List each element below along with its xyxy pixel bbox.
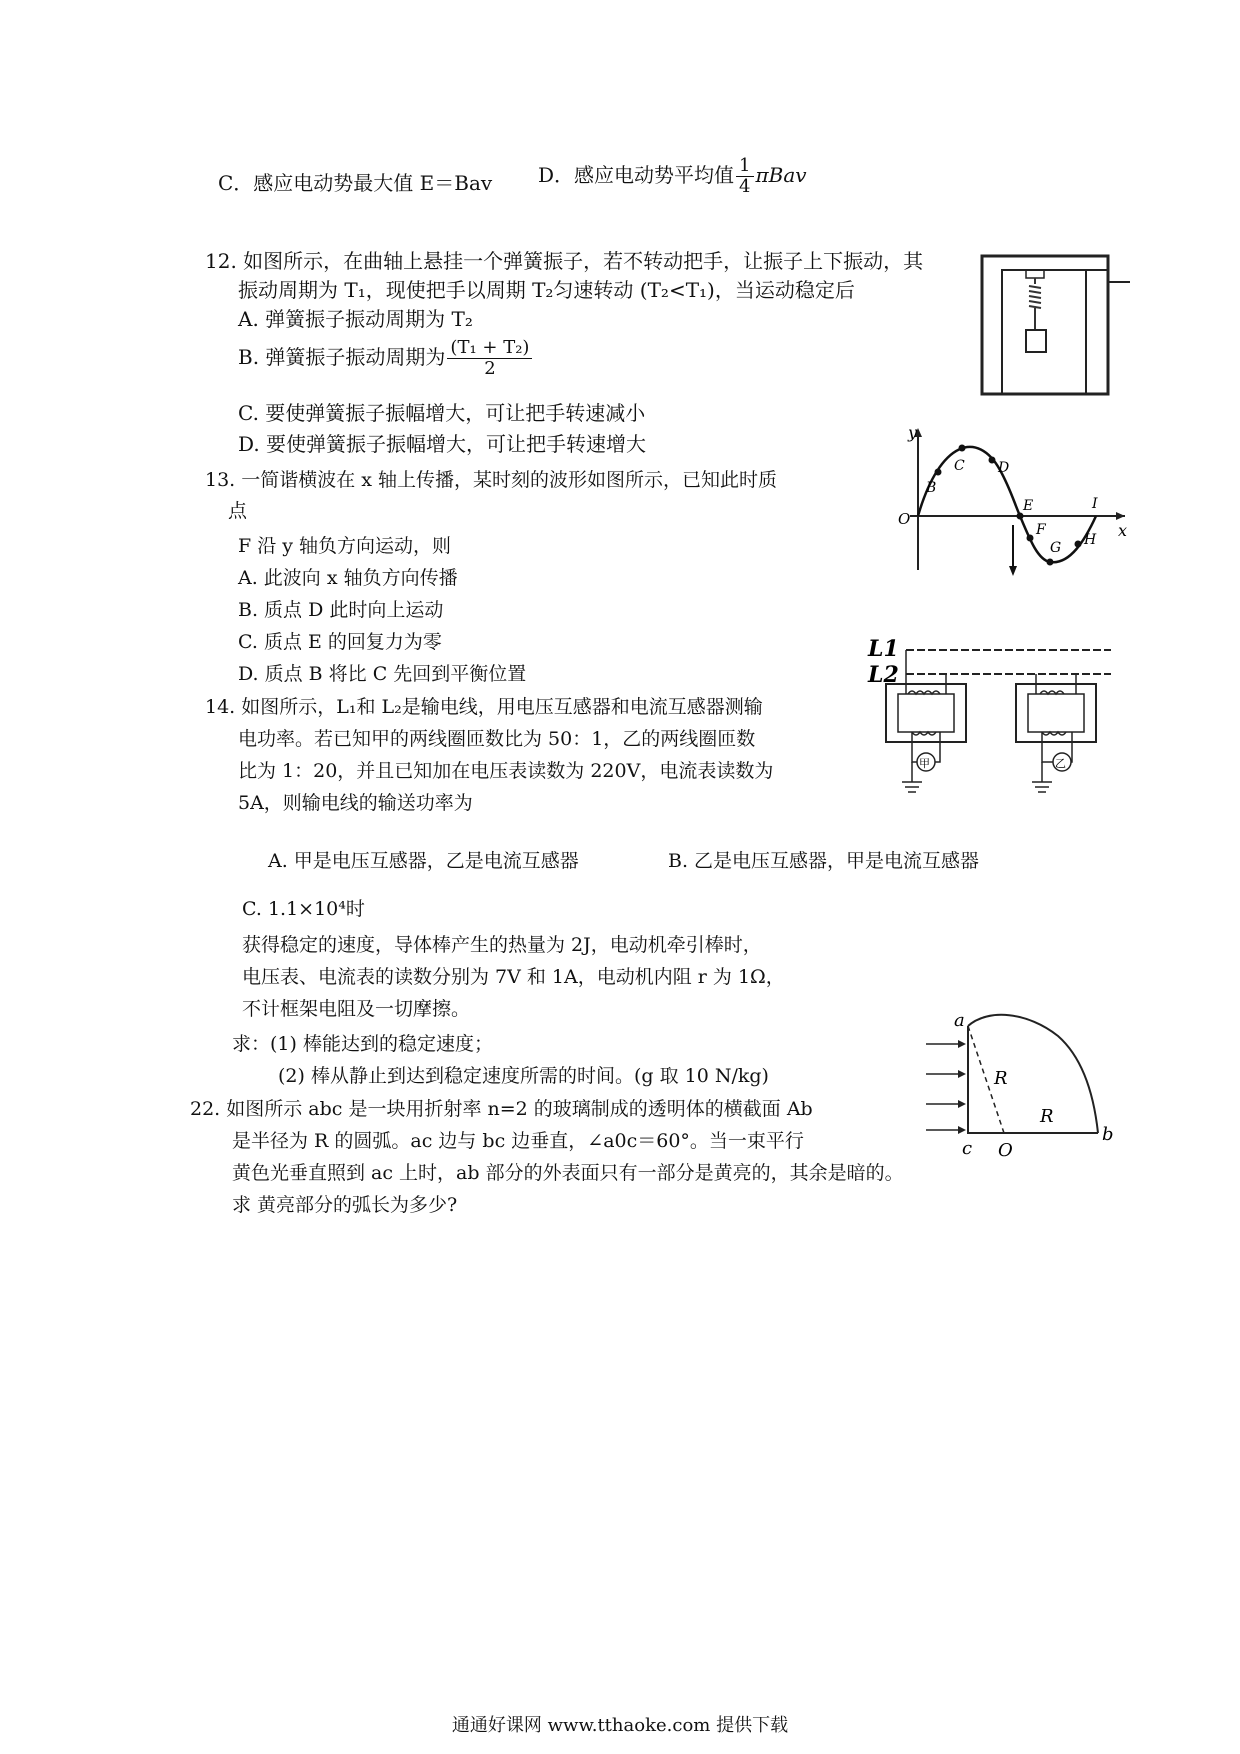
q13-label-g: G [1050, 540, 1062, 556]
q11-fraction-num: 1 [736, 156, 753, 177]
q11-fraction [736, 156, 753, 197]
q13-x-arrow [1116, 512, 1125, 520]
q14-core-yi-inner [1028, 694, 1084, 732]
q14-stem-3: 比为 1：20，并且已知加在电压表读数为 220V，电流表读数为 [238, 760, 774, 782]
q22-label-a: a [954, 1010, 965, 1031]
q13-label-h: H [1084, 532, 1097, 548]
q12-option-b [238, 338, 534, 396]
q14-core-jia-inner [898, 694, 954, 732]
q12-frame [982, 256, 1108, 394]
q12-crank [1026, 270, 1044, 278]
q14-label-l1: L1 [868, 636, 899, 662]
q11-option-d-suffix: πBav [755, 163, 807, 187]
q13-label-x: x [1118, 521, 1128, 540]
q13-label-y: y [908, 423, 918, 442]
q12-option-d: D. 要使弹簧振子振幅增大，可让把手转速增大 [238, 432, 647, 456]
q13-label-c: C [954, 458, 965, 474]
q22-label-r1: R [994, 1068, 1008, 1089]
q13-label-o: O [898, 510, 911, 528]
q14-jia-ground-icon [902, 782, 922, 792]
q14-stem-1: 14. 如图所示，L₁和 L₂是输电线，用电压互感器和电流互感器测输 [205, 696, 763, 718]
q12-option-b-prefix: B. 弹簧振子振动周期为 [238, 345, 446, 369]
q22-sides-ac-cb [968, 1026, 1098, 1133]
q14-stem-4: 5A，则输电线的输送功率为 [238, 792, 473, 814]
q13-label-i: I [1092, 496, 1098, 512]
q13-wave-figure [880, 420, 1130, 580]
q22-stem-3: 黄色光垂直照到 ac 上时，ab 部分的外表面只有一部分是黄亮的，其余是暗的。 [232, 1162, 904, 1184]
q22-label-o: O [998, 1140, 1013, 1161]
q22-glass-figure [918, 1006, 1118, 1166]
q22-light-arrow-2 [958, 1070, 966, 1078]
q14-transformer-figure [866, 636, 1116, 806]
q22-light-arrow-4 [958, 1126, 966, 1134]
q13-point-d [989, 457, 996, 464]
q21-line-1: 获得稳定的速度，导体棒产生的热量为 2J，电动机牵引棒时， [242, 934, 762, 956]
q14-stem-2: 电功率。若已知甲的两线圈匝数比为 50：1，乙的两线圈匝数 [238, 728, 756, 750]
q13-stem-3: F 沿 y 轴负方向运动，则 [238, 535, 452, 557]
q21-line-3: 不计框架电阻及一切摩擦。 [242, 998, 471, 1020]
q13-label-f: F [1036, 522, 1046, 538]
q21-ask-1: 求：(1) 棒能达到的稳定速度； [232, 1033, 493, 1055]
q21-ask-2: (2) 棒从静止到达到稳定速度所需的时间。(g 取 10 N/kg) [278, 1065, 769, 1087]
q13-option-d: D. 质点 B 将比 C 先回到平衡位置 [238, 663, 527, 685]
q14-yi-ground-icon [1032, 782, 1052, 792]
q13-option-a: A. 此波向 x 轴负方向传播 [238, 567, 458, 589]
q11-option-d-prefix: D．感应电动势平均值 [538, 163, 735, 187]
q22-light-arrow-3 [958, 1100, 966, 1108]
q12-mass-block [1026, 330, 1046, 352]
q12-handle [1086, 270, 1130, 282]
q13-label-e: E [1023, 498, 1034, 514]
q21-line-2: 电压表、电流表的读数分别为 7V 和 1A，电动机内阻 r 为 1Ω， [242, 966, 785, 988]
q13-point-f [1027, 535, 1034, 542]
q14-label-l2: L2 [868, 662, 899, 688]
q13-point-c [959, 445, 966, 452]
q13-stem-2: 点 [228, 500, 248, 522]
q13-label-d: D [998, 460, 1010, 476]
q12-option-a: A. 弹簧振子振动周期为 T₂ [238, 307, 473, 331]
q12-stem-1: 12. 如图所示，在曲轴上悬挂一个弹簧振子，若不转动把手，让振子上下振动，其 [205, 249, 924, 273]
q14-meter-jia-label: 甲 [919, 757, 930, 770]
q11-option-d [538, 156, 807, 210]
q12-stem-2: 振动周期为 T₁，现使把手以周期 T₂匀速转动 (T₂<T₁)，当运动稳定后 [238, 278, 855, 302]
q13-velocity-arrowhead [1009, 566, 1017, 576]
q13-option-c: C. 质点 E 的回复力为零 [238, 631, 442, 653]
q14-option-b: B. 乙是电压互感器，甲是电流互感器 [668, 850, 980, 872]
q14-option-c: C. 1.1×10⁴时 [242, 898, 365, 920]
q12-fraction [447, 338, 532, 379]
q22-label-b: b [1102, 1124, 1114, 1145]
q12-spring [1029, 278, 1041, 330]
q13-point-b [935, 469, 942, 476]
q14-meter-yi-label: 乙 [1055, 757, 1066, 770]
q13-stem-1: 13. 一简谐横波在 x 轴上传播，某时刻的波形如图所示，已知此时质 [205, 469, 778, 491]
q22-stem-1: 22. 如图所示 abc 是一块用折射率 n=2 的玻璃制成的透明体的横截面 Ab [190, 1098, 813, 1120]
q22-stem-4: 求 黄亮部分的弧长为多少? [232, 1194, 458, 1216]
q22-label-c: c [962, 1138, 973, 1159]
q13-point-h [1075, 541, 1082, 548]
q11-fraction-den: 4 [739, 176, 751, 197]
q13-option-b: B. 质点 D 此时向上运动 [238, 599, 444, 621]
q22-label-r2: R [1040, 1106, 1054, 1127]
q22-light-arrow-1 [958, 1040, 966, 1048]
q12-option-c: C. 要使弹簧振子振幅增大，可让把手转速减小 [238, 401, 646, 425]
page-footer: 通通好课网 www.tthaoke.com 提供下载 [451, 1715, 789, 1736]
q14-option-a: A. 甲是电压互感器，乙是电流互感器 [268, 850, 579, 872]
q13-point-g [1047, 559, 1054, 566]
q11-option-c: C．感应电动势最大值 E＝Bav [218, 171, 493, 195]
q22-arc-ab [968, 1015, 1098, 1133]
q22-stem-2: 是半径为 R 的圆弧。ac 边与 bc 边垂直，∠a0c＝60°。当一束平行 [232, 1130, 804, 1152]
q12-fraction-num: (T₁ + T₂) [447, 338, 532, 359]
q12-fraction-den: 2 [484, 358, 496, 379]
q12-spring-oscillator-figure [980, 248, 1140, 398]
q13-label-b: B [926, 480, 937, 496]
